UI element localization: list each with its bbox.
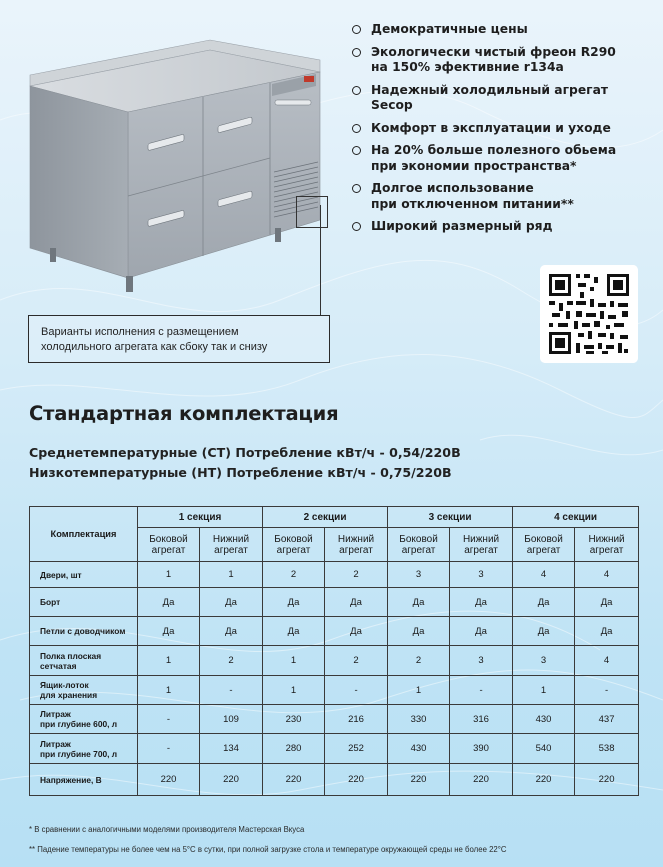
table-cell: 430 — [388, 734, 450, 764]
table-cell: Да — [388, 588, 450, 617]
table-cell: Да — [200, 588, 263, 617]
table-cell: 1 — [263, 676, 325, 705]
table-cell: Да — [575, 588, 639, 617]
sub-header-bottom: Нижний агрегат — [575, 528, 639, 562]
row-label: Литраж при глубине 700, л — [30, 734, 138, 764]
table-cell: Да — [200, 617, 263, 646]
circle-bullet-icon — [352, 146, 361, 155]
consumption-low-temp: Низкотемпературные (НТ) Потребление кВт/ч - 0,75/220В — [29, 465, 452, 480]
table-cell: 230 — [263, 705, 325, 734]
feature-item: Надежный холодильный агрегат Secop — [352, 83, 652, 114]
table-cell: Да — [388, 617, 450, 646]
footnote: * В сравнении с аналогичными моделями производителя Мастерская Вкуса — [29, 825, 305, 834]
table-cell: - — [450, 676, 513, 705]
footnote: ** Падение температуры не более чем на 5°С в сутки, при полной загрузке стола и температуре окружающей среды не более 22°С — [29, 845, 507, 854]
section-title: Стандартная комплектация — [29, 402, 339, 425]
table-row — [30, 676, 639, 705]
qr-code-icon[interactable] — [540, 265, 638, 363]
circle-bullet-icon — [352, 222, 361, 231]
table-cell: - — [575, 676, 639, 705]
circle-bullet-icon — [352, 184, 361, 193]
table-body — [30, 562, 639, 796]
table-cell: 220 — [325, 764, 388, 796]
table-row — [30, 646, 639, 676]
table-cell: Да — [138, 617, 200, 646]
table-row — [30, 617, 639, 646]
table-row — [30, 562, 639, 588]
table-cell: 1 — [138, 676, 200, 705]
table-cell: 3 — [450, 646, 513, 676]
table-cell: 220 — [200, 764, 263, 796]
table-cell: 220 — [263, 764, 325, 796]
table-cell: 220 — [575, 764, 639, 796]
consumption-medium-temp: Среднетемпературные (СТ) Потребление кВт/ч - 0,54/220В — [29, 445, 461, 460]
table-cell: 540 — [513, 734, 575, 764]
row-label: Напряжение, В — [30, 764, 138, 796]
table-cell: 109 — [200, 705, 263, 734]
section-header: 1 секция — [138, 507, 263, 528]
table-corner-header: Комплектация — [30, 507, 138, 562]
circle-bullet-icon — [352, 25, 361, 34]
sub-header-side: Боковой агрегат — [388, 528, 450, 562]
table-cell: 134 — [200, 734, 263, 764]
table-cell: 437 — [575, 705, 639, 734]
feature-item: Экологически чистый фреон R290 на 150% эфективние r134a — [352, 45, 652, 76]
table-cell: 220 — [450, 764, 513, 796]
table-cell: 3 — [388, 562, 450, 588]
table-cell: 1 — [388, 676, 450, 705]
callout-text: Варианты исполнения с размещением холодильного агрегата как сбоку так и снизу — [41, 326, 268, 353]
section-header: 2 секции — [263, 507, 388, 528]
table-cell: 330 — [388, 705, 450, 734]
table-cell: 220 — [513, 764, 575, 796]
table-cell: 280 — [263, 734, 325, 764]
table-row — [30, 588, 639, 617]
table-row — [30, 734, 639, 764]
table-cell: 3 — [513, 646, 575, 676]
row-label: Ящик-лоток для хранения — [30, 676, 138, 705]
sub-header-side: Боковой агрегат — [263, 528, 325, 562]
table-cell: 538 — [575, 734, 639, 764]
unit-placement-callout — [28, 315, 330, 363]
table-row — [30, 705, 639, 734]
table-cell: - — [200, 676, 263, 705]
table-cell: 2 — [325, 646, 388, 676]
table-cell: - — [325, 676, 388, 705]
table-cell: 216 — [325, 705, 388, 734]
table-cell: 1 — [513, 676, 575, 705]
circle-bullet-icon — [352, 124, 361, 133]
power-consumption — [29, 443, 461, 483]
table-cell: 316 — [450, 705, 513, 734]
table-cell: 2 — [388, 646, 450, 676]
sub-header-side: Боковой агрегат — [138, 528, 200, 562]
table-cell: Да — [513, 588, 575, 617]
table-cell: 4 — [575, 562, 639, 588]
circle-bullet-icon — [352, 86, 361, 95]
table-cell: Да — [513, 617, 575, 646]
table-cell: Да — [450, 617, 513, 646]
table-cell: Да — [325, 617, 388, 646]
feature-item: Демократичные цены — [352, 22, 652, 38]
table-cell: 390 — [450, 734, 513, 764]
callout-marker — [296, 196, 328, 228]
table-cell: 1 — [138, 646, 200, 676]
table-cell: 4 — [575, 646, 639, 676]
sub-header-bottom: Нижний агрегат — [325, 528, 388, 562]
table-cell: Да — [325, 588, 388, 617]
feature-item: На 20% больше полезного обьема при экономии пространства* — [352, 143, 652, 174]
feature-item: Долгое использование при отключенном питании** — [352, 181, 652, 212]
table-cell: Да — [263, 617, 325, 646]
feature-list — [352, 22, 652, 242]
row-label: Петли с доводчиком — [30, 617, 138, 646]
table-cell: Да — [450, 588, 513, 617]
table-cell: - — [138, 734, 200, 764]
row-label: Двери, шт — [30, 562, 138, 588]
sub-header-side: Боковой агрегат — [513, 528, 575, 562]
table-cell: 220 — [138, 764, 200, 796]
table-row — [30, 764, 639, 796]
table-cell: 2 — [200, 646, 263, 676]
footnotes — [29, 820, 507, 860]
feature-item: Широкий размерный ряд — [352, 219, 652, 235]
table-cell: - — [138, 705, 200, 734]
table-cell: 3 — [450, 562, 513, 588]
table-cell: 2 — [325, 562, 388, 588]
specification-table — [29, 506, 639, 796]
table-cell: 220 — [388, 764, 450, 796]
row-label: Борт — [30, 588, 138, 617]
section-header: 4 секции — [513, 507, 639, 528]
circle-bullet-icon — [352, 48, 361, 57]
row-label: Литраж при глубине 600, л — [30, 705, 138, 734]
table-cell: 430 — [513, 705, 575, 734]
callout-connector — [320, 205, 321, 315]
table-cell: Да — [263, 588, 325, 617]
table-cell: Да — [138, 588, 200, 617]
table-cell: Да — [575, 617, 639, 646]
table-cell: 1 — [138, 562, 200, 588]
table-cell: 1 — [200, 562, 263, 588]
sub-header-bottom: Нижний агрегат — [450, 528, 513, 562]
section-header: 3 секции — [388, 507, 513, 528]
row-label: Полка плоская сетчатая — [30, 646, 138, 676]
sub-header-bottom: Нижний агрегат — [200, 528, 263, 562]
table-cell: 4 — [513, 562, 575, 588]
table-cell: 252 — [325, 734, 388, 764]
refrigerated-table-image — [20, 20, 340, 295]
table-cell: 2 — [263, 562, 325, 588]
feature-item: Комфорт в эксплуатации и уходе — [352, 121, 652, 137]
table-cell: 1 — [263, 646, 325, 676]
